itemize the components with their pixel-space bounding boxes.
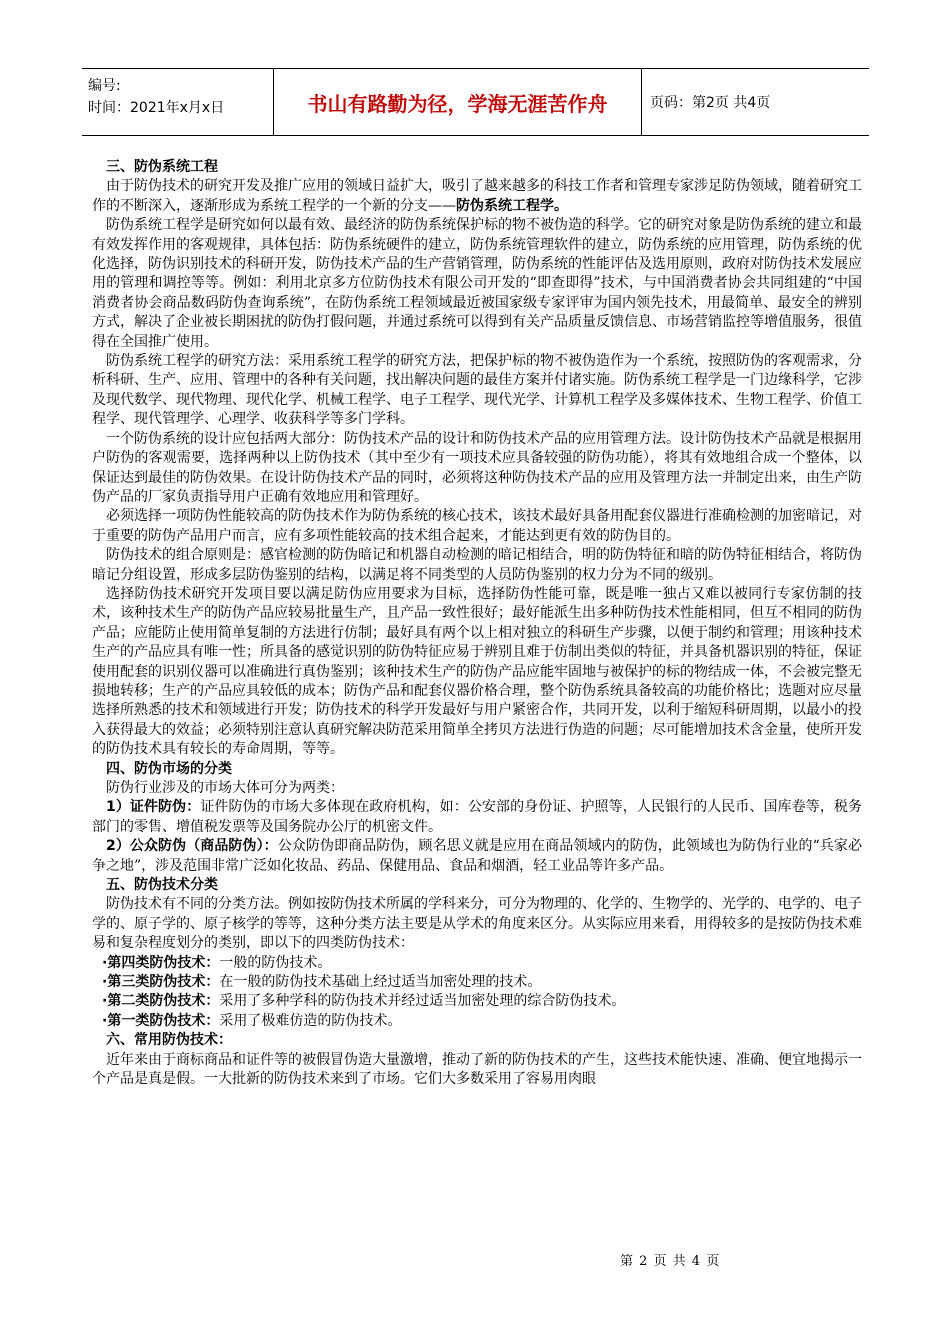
list-item: ·第四类防伪技术：一般的防伪技术。 — [102, 954, 332, 971]
list-item: ·第二类防伪技术：采用了多种学科的防伪技术并经过适当加密处理的综合防伪技术。 — [102, 993, 626, 1010]
header-meta — [82, 69, 274, 135]
paragraph: 防伪技术有不同的分类方法。例如按防伪技术所属的学科来分，可分为物理的、化学的、生物学的、光学的、电学的、电子学的、原子学的、原子核学的等等，这种分类方法主要是从学术的角度来区分。从实际应用来看，用得较多的是按防伪技术难易和复杂程度划分的类别，即以下的四类防伪技术： — [92, 896, 862, 952]
paragraph: 防伪系统工程学的研究方法：采用系统工程学的研究方法，把保护标的物不被伪造作为一个系统，按照防伪的客观需求，分析科研、生产、应用、管理中的各种有关问题，找出解决问题的最佳方案并付诸实施。防伪系统工程学是一门边缘科学，它涉及现代数学、现代物理、现代化学、机械工程学、电子工程学、现代光学、计算机工程学及多媒体技术、生物工程学、价值工程学、现代管理学、心理学、收获科学等多门学科。 — [92, 353, 862, 428]
paragraph: 1）证件防伪：证件防伪的市场大多体现在政府机构，如：公安部的身份证、护照等，人民银行的人民币、国库卷等，税务部门的零售、增值税发票等及国务院办公厅的机密文件。 — [92, 799, 862, 835]
paragraph: 防伪技术的组合原则是：感官检测的防伪暗记和机器自动检测的暗记相结合，明的防伪特征和暗的防伪特征相结合，将防伪暗记分组设置，形成多层防伪鉴别的结构，以满足将不同类型的人员防伪鉴别的权力分为不同的级别。 — [92, 547, 862, 583]
page-footer: 第 2 页 共 4 页 — [620, 1254, 721, 1269]
list-item: ·第三类防伪技术：在一般的防伪技术基础上经过适当加密处理的技术。 — [102, 974, 542, 991]
section-heading: 五、防伪技术分类 — [106, 877, 218, 894]
serial-label: 编号: — [88, 78, 121, 94]
paragraph: 选择防伪技术研究开发项目要以满足防伪应用要求为目标，选择防伪性能可靠，既是唯一独占又难以被同行专家仿制的技术，该种技术生产的防伪产品应较易批量生产，且产品一致性很好；最好能派生出多种防伪技术性能相同，但互不相同的防伪产品；应能防止使用简单复制的方法进行仿制；最好具有两个以上相对独立的科研生产步骤，以便于制约和管理；用该种技术生产的产品应具有唯一性；所具备的感觉识别的防伪特征应易于辨别且难于仿制出类似的特征，并具备机器识别的特征，保证使用配套的识别仪器可以准确进行真伪鉴别；该种技术生产的防伪产品应能牢固地与被保护的标的物结成一体，不会被完整无损地转移；生产的产品应具较低的成本；防伪产品和配套仪器价格合理，整个防伪系统具备较高的功能价格比；选题对应尽量选择所熟悉的技术和领域进行开发；防伪技术的科学开发最好与用户紧密合作，共同开发，以利于缩短科研周期，以最小的投入获得最大的效益；必须特别注意认真研究解决防范采用简单全拷贝方法进行伪造的问题；尽可能增加技术含金量，使所开发的防伪技术具有较长的寿命周期，等等。 — [92, 585, 862, 758]
paragraph: 防伪行业涉及的市场大体可分为两类： — [106, 780, 344, 796]
paragraph: 2）公众防伪（商品防伪）：公众防伪即商品防伪，顾名思义就是应用在商品领域内的防伪，此领域也为防伪行业的“兵家必争之地”，涉及范围非常广泛如化妆品、药品、保健用品、食品和烟酒，轻工业品等许多产品。 — [92, 838, 862, 874]
section-heading: 三、防伪系统工程 — [106, 159, 218, 175]
section-heading: 六、常用防伪技术： — [106, 1032, 232, 1049]
date-label: 时间：2021年x月x日 — [88, 100, 225, 116]
header-motto: 书山有路勤为径，学海无涯苦作舟 — [274, 69, 642, 135]
list-item: ·第一类防伪技术：采用了极难仿造的防伪技术。 — [102, 1012, 402, 1029]
paragraph: 一个防伪系统的设计应包括两大部分：防伪技术产品的设计和防伪技术产品的应用管理方法。设计防伪技术产品就是根据用户防伪的客观需要，选择两种以上防伪技术（其中至少有一项技术应具备较强的防伪功能），将其有效地组合成一个整体，以保证达到最佳的防伪效果。在设计防伪技术产品的同时，必须将这种防伪技术产品的应用及管理方法一并制定出来，由生产防伪产品的厂家负责指导用户正确有效地应用和管理好。 — [92, 430, 862, 505]
document-body — [92, 158, 862, 1090]
paragraph: 必须选择一项防伪性能较高的防伪技术作为防伪系统的核心技术，该技术最好具备用配套仪器进行准确检测的加密暗记，对于重要的防伪产品用户而言，应有多项性能较高的技术组合起来，才能达到更有效的防伪目的。 — [92, 508, 862, 544]
page-header — [82, 68, 869, 136]
bold-term: 1）证件防伪： — [106, 799, 201, 816]
bold-term: 防伪系统工程学。 — [456, 197, 568, 214]
section-heading: 四、防伪市场的分类 — [106, 760, 232, 777]
bold-term: 2）公众防伪（商品防伪）： — [106, 838, 278, 855]
paragraph: 防伪系统工程学是研究如何以最有效、最经济的防伪系统保护标的物不被伪造的科学。它的研究对象是防伪系统的建立和最有效发挥作用的客观规律，具体包括：防伪系统硬件的建立，防伪系统管理软件的建立，防伪系统的应用管理，防伪系统的优化选择，防伪识别技术的科研开发，防伪技术产品的生产营销管理，防伪系统的性能评估及选用原则，政府对防伪技术发展应用的管理和调控等等。例如：利用北京多方位防伪技术有限公司开发的“即查即得”技术，与中国消费者协会共同组建的“中国消费者协会商品数码防伪查询系统”，在防伪系统工程领域最近被国家级专家评审为国内领先技术，用最简单、最安全的辨别方式，解决了企业被长期困扰的防伪打假问题，并通过系统可以得到有关产品质量反馈信息、市场营销监控等增值服务，很值得在全国推广使用。 — [92, 217, 862, 350]
paragraph: 由于防伪技术的研究开发及推广应用的领域日益扩大，吸引了越来越多的科技工作者和管理专家涉足防伪领域，随着研究工作的不断深入，逐渐形成为系统工程学的一个新的分支——防伪系统工程学。 — [92, 178, 862, 214]
paragraph: 近年来由于商标商品和证件等的被假冒伪造大量激增，推动了新的防伪技术的产生，这些技术能快速、准确、便宜地揭示一个产品是真是假。一大批新的防伪技术来到了市场。它们大多数采用了容易用肉眼 — [92, 1051, 862, 1088]
header-page-number: 页码：第2页 共4页 — [650, 95, 771, 111]
